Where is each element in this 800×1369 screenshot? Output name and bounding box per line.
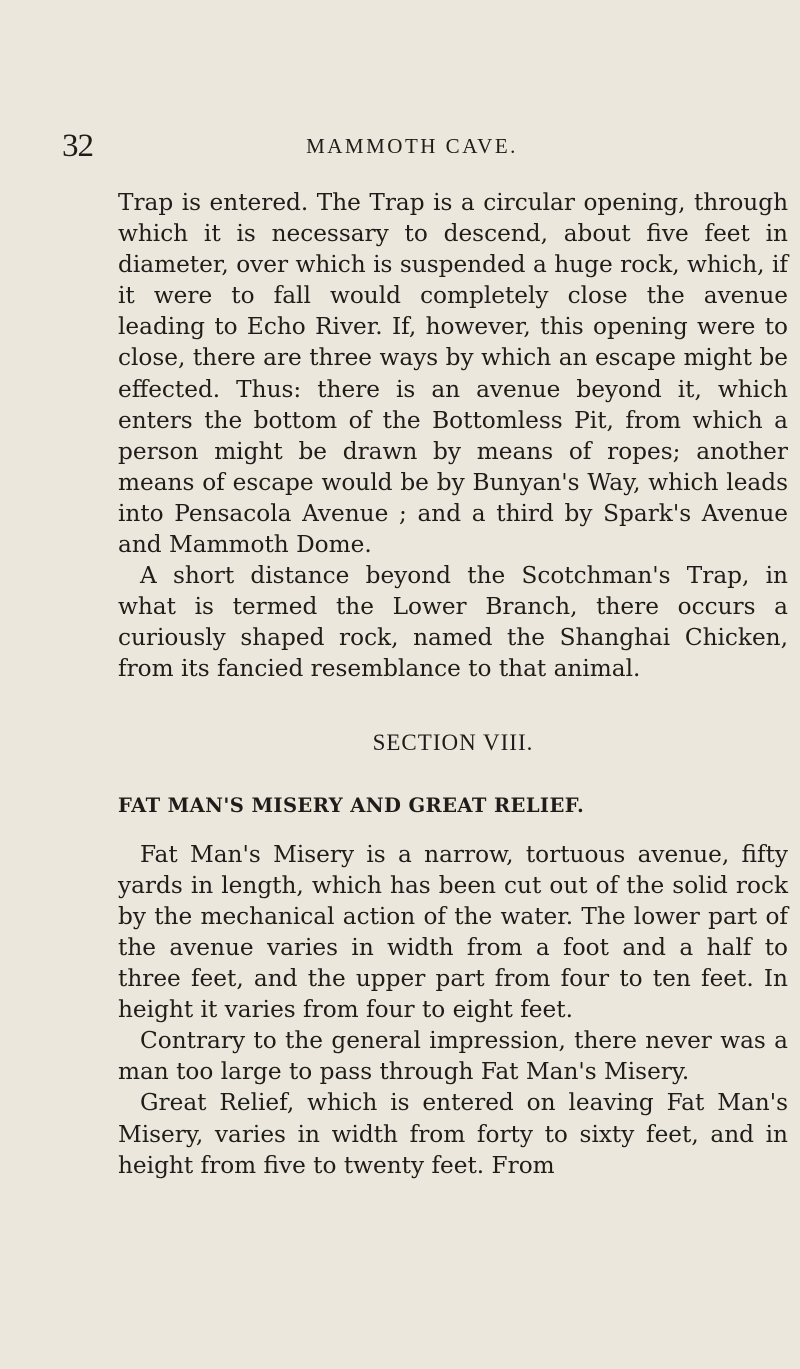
paragraph-fat-mans-misery: Fat Man's Misery is a narrow, tortuous avenue, fifty yards in length, which has been cut out of the solid rock by the mechanical action of the water. The lower part of the avenue varies in width from a foot and a half to three feet, and the upper part from four to ten feet. In height it varies from four to eight feet. — [118, 840, 788, 1024]
running-head: MAMMOTH CAVE. — [306, 134, 518, 158]
page-header — [62, 128, 762, 168]
page-body — [118, 187, 788, 1181]
section-subtitle: FAT MAN'S MISERY AND GREAT RELIEF. — [118, 793, 585, 817]
paragraph-contrary: Contrary to the general impression, there never was a man too large to pass through Fat Man's Misery. — [118, 1027, 788, 1086]
page-number: 32 — [62, 128, 93, 164]
paragraph-trap-continuation: Trap is entered. The Trap is a circular opening, through which it is necessary to descend, about five feet in diameter, over which is suspended a huge rock, which, if it were to fall would completely close the avenue leading to Echo River. If, however, this opening were to close, there are three ways by which an escape might be effected. Thus: there is an avenue beyond it, which enters the bottom of the Bottomless Pit, from which a person might be drawn by means of ropes; another means of escape would be by Bunyan's Way, which leads into Pensacola Avenue ; and a third by Spark's Avenue and Mammoth Dome. — [118, 189, 788, 559]
paragraph-great-relief: Great Relief, which is entered on leaving Fat Man's Misery, varies in width from forty to sixty feet, and in height from five to twenty feet. From — [118, 1089, 788, 1179]
section-title: SECTION VIII. — [372, 729, 534, 755]
paragraph-shanghai-chicken: A short distance beyond the Scotchman's Trap, in what is termed the Lower Branch, there occurs a curiously shaped rock, named the Shanghai Chicken, from its fancied resemblance to that animal. — [118, 562, 788, 683]
